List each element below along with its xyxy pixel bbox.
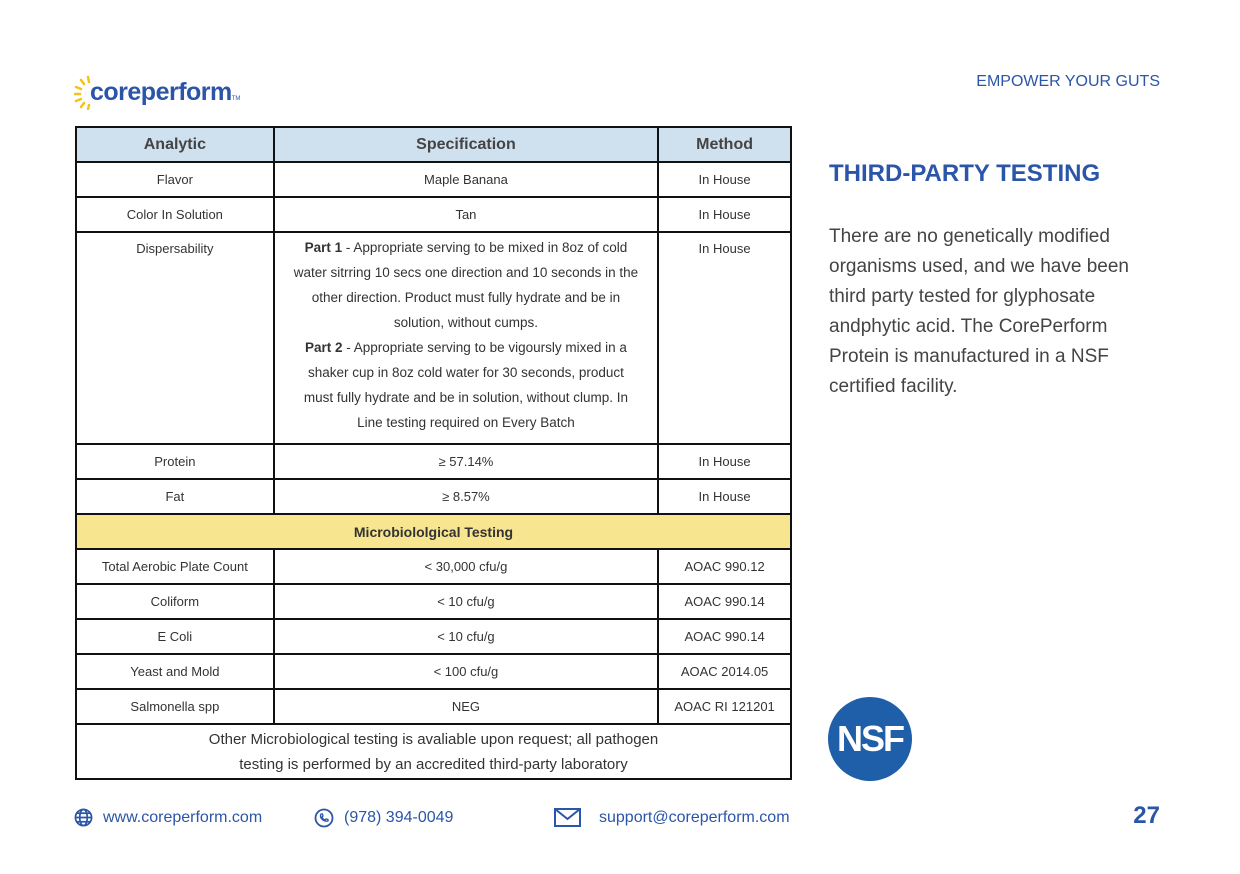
cell-spec	[274, 232, 658, 444]
mail-icon	[554, 808, 581, 827]
cell-analytic: Yeast and Mold	[76, 654, 274, 689]
cell-spec: ≥ 57.14%	[274, 444, 658, 479]
table-header-row	[76, 127, 791, 162]
sun-icon	[74, 74, 92, 110]
cell-spec: Tan	[274, 197, 658, 232]
note-row	[76, 724, 791, 779]
website-link[interactable]: www.coreperform.com	[103, 808, 263, 826]
table-row	[76, 232, 791, 444]
email-link[interactable]: support@coreperform.com	[599, 808, 790, 826]
cell-method: In House	[658, 162, 791, 197]
part1-text: - Appropriate serving to be mixed in 8oz of cold water sitrring 10 secs one direction and 10 seconds in the other direction. Product must fully hydrate and be in solution, without cumps.	[293, 240, 639, 330]
cell-method: AOAC 990.14	[658, 619, 791, 654]
cell-method: In House	[658, 479, 791, 514]
cell-analytic: E Coli	[76, 619, 274, 654]
note-line: Other Microbiological testing is avaliable upon request; all pathogen	[208, 730, 659, 748]
globe-icon	[74, 808, 93, 827]
cell-analytic: Dispersability	[76, 232, 274, 444]
table-row	[76, 654, 791, 689]
cell-analytic: Protein	[76, 444, 274, 479]
cell-spec: < 30,000 cfu/g	[274, 549, 658, 584]
nsf-logo-text: NSF	[837, 718, 903, 759]
section-body: There are no genetically modified organisms used, and we have been third party tested for glyphosate andphytic acid. The CorePerform Protein is manufactured in a NSF certified facility.	[829, 226, 1129, 397]
part2-label: Part 2	[304, 340, 343, 355]
table-note	[76, 724, 791, 779]
cell-spec: < 100 cfu/g	[274, 654, 658, 689]
footer-email[interactable]	[554, 808, 790, 827]
page-number: 27	[1133, 802, 1160, 829]
brand-logo: coreperform TM	[74, 74, 240, 110]
cell-method: AOAC 990.12	[658, 549, 791, 584]
cell-spec: < 10 cfu/g	[274, 619, 658, 654]
note-line: testing is performed by an accredited third-party laboratory	[239, 755, 628, 773]
footer-website[interactable]	[74, 808, 262, 827]
cell-method: AOAC 2014.05	[658, 654, 791, 689]
cell-spec: NEG	[274, 689, 658, 724]
table-row	[76, 197, 791, 232]
nsf-logo	[828, 697, 912, 781]
logo-wordmark: coreperform	[90, 77, 232, 106]
table-row	[76, 479, 791, 514]
col-header-method: Method	[658, 127, 791, 162]
footer-phone[interactable]	[314, 808, 453, 828]
cell-method: AOAC 990.14	[658, 584, 791, 619]
specification-table	[75, 126, 792, 780]
part1-label: Part 1	[304, 240, 343, 255]
part2-text: - Appropriate serving to be vigoursly mixed in a shaker cup in 8oz cold water for 30 seconds, product must fully hydrate and be in solution, without clump. In Line testing required on Every Batch	[303, 340, 629, 430]
cell-method: In House	[658, 232, 791, 444]
phone-number[interactable]: (978) 394-0049	[344, 809, 454, 826]
cell-analytic: Coliform	[76, 584, 274, 619]
cell-spec: ≥ 8.57%	[274, 479, 658, 514]
table-row	[76, 584, 791, 619]
col-header-analytic: Analytic	[76, 127, 274, 162]
micro-section-header: Microbiololgical Testing	[76, 514, 791, 549]
cell-analytic: Flavor	[76, 162, 274, 197]
table-row	[76, 549, 791, 584]
col-header-specification: Specification	[274, 127, 658, 162]
cell-analytic: Total Aerobic Plate Count	[76, 549, 274, 584]
table-row	[76, 444, 791, 479]
section-title: THIRD-PARTY TESTING	[829, 160, 1101, 187]
cell-spec: Maple Banana	[274, 162, 658, 197]
table-row	[76, 689, 791, 724]
cell-method: In House	[658, 197, 791, 232]
cell-method: AOAC RI 121201	[658, 689, 791, 724]
cell-analytic: Salmonella spp	[76, 689, 274, 724]
cell-method: In House	[658, 444, 791, 479]
cell-analytic: Fat	[76, 479, 274, 514]
tagline: EMPOWER YOUR GUTS	[976, 73, 1160, 90]
phone-icon	[314, 808, 334, 828]
cell-analytic: Color In Solution	[76, 197, 274, 232]
cell-spec: < 10 cfu/g	[274, 584, 658, 619]
table-row	[76, 162, 791, 197]
table-row	[76, 619, 791, 654]
section-header-row	[76, 514, 791, 549]
